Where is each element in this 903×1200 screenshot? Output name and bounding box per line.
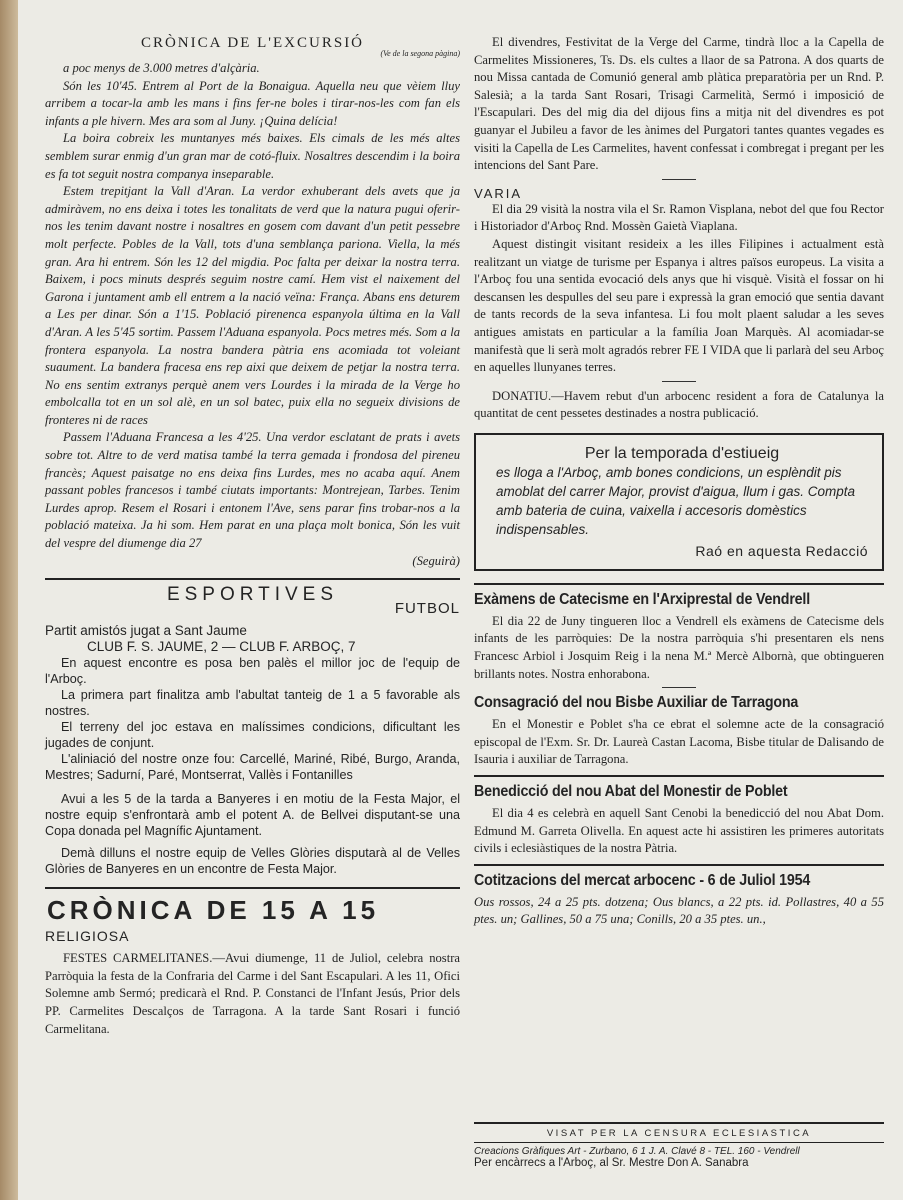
sports-title: ESPORTIVES xyxy=(166,584,339,606)
excursion-paragraph: a poc menys de 3.000 metres d'alçària. xyxy=(63,61,260,75)
sports-paragraph: L'aliniació del nostre onze fou: Carcellé, Mariné, Ribé, Burgo, Aranda, Mestres; Sadurní, Paré, Montserrat, Vallès i Fontanilles xyxy=(45,752,460,783)
excursion-body xyxy=(45,60,460,570)
sports-paragraph: El terreny del joc estava en malíssimes condicions, dificultant les jugades de conjunt. xyxy=(45,720,460,751)
chronicle-title: CRÒNICA DE 15 A 15 xyxy=(47,895,380,926)
footer xyxy=(474,1128,884,1169)
section-divider xyxy=(474,864,884,866)
bishop-body xyxy=(474,716,884,769)
exams-body xyxy=(474,613,884,683)
ad-body: es lloga a l'Arboç, amb bones condicions, un esplèndit pis amoblat del carrer Major, provist d'aigua, llum i gas. Compta amb bateria de cuina, vaixella i accesoris domèstics indispensables. xyxy=(496,464,855,537)
match-score: CLUB F. S. JAUME, 2 — CLUB F. ARBOÇ, 7 xyxy=(87,639,356,655)
exams-heading: Exàmens de Catecisme en l'Arxiprestal de Vendrell xyxy=(474,590,810,608)
footer-thin-rule xyxy=(474,1142,884,1143)
printer-info: Creacions Gràfiques Art - Zurbano, 6 1 J. A. Clavé 8 - TEL. 160 - Vendrell xyxy=(474,1146,800,1157)
sports-body xyxy=(45,623,460,877)
varia-heading: VARIA xyxy=(474,185,523,201)
right-column xyxy=(474,30,884,929)
football-heading: FUTBOL xyxy=(394,600,460,618)
donation-paragraph: DONATIU.—Havem rebut d'un arbocenc resident a fora de Catalunya la quantitat de cent pessetes destinades a nostra publicació. xyxy=(474,388,884,421)
ad-contact: Raó en aquesta Redacció xyxy=(695,542,868,559)
chronicle-body xyxy=(45,950,460,1038)
left-column xyxy=(45,30,460,1038)
censorship-note: VISAT PER LA CENSURA ECLESIASTICA xyxy=(546,1128,812,1139)
orders-info: Per encàrrecs a l'Arboç, al Sr. Mestre Don A. Sanabra xyxy=(474,1157,749,1169)
market-heading: Cotitzacions del mercat arbocenc - 6 de Juliol 1954 xyxy=(474,871,811,889)
rental-advertisement xyxy=(474,433,884,571)
abbot-body xyxy=(474,805,884,858)
varia-paragraph: El dia 29 visità la nostra vila el Sr. Ramon Visplana, nebot del que fou Rector i Historiador d'Arboç Rnd. Mossèn Gaietà Viaplana. xyxy=(474,201,884,234)
sports-paragraph: En aquest encontre es posa ben palès el millor joc de l'equip de l'Arboç. xyxy=(45,656,460,687)
excursion-paragraph: La boira cobreix les muntanyes més baixes. Els cimals de les més altes semblem surar enmig d'un gran mar de cotó-fluix. Nosaltres descendim i la boira es fa tot seguit nostra companya inseparable. xyxy=(45,131,460,181)
section-divider xyxy=(45,887,460,889)
sports-paragraph: Demà dilluns el nostre equip de Velles Glòries disputarà al de Velles Glòries de Banyeres en un encontre de Festa Major. xyxy=(45,846,460,877)
abbot-paragraph: El dia 4 es celebrà en aquell Sant Cenobi la benedicció del nou Abat Dom. Edmund M. Garreta Olivella. En aquest acte hi assistiren les primeres autoritats civils i eclesiàstiques de la nostra Pàtria. xyxy=(474,806,884,856)
excursion-paragraph: Estem trepitjant la Vall d'Aran. La verdor exhuberant dels avets que ja admiràvem, no ens deixa i totes les tonalitats de verd que la natura pugui oferir-nos les tenim davant nostre i nosaltres en gosem com davant d'un petit pessebre molt perfecte. Pobles de la Vall, tots d'una semblança pariona. Viella, la més gran. Ara hi entrem. Són les 12 del migdia. Poc falta per deixar la nostra terra. Baixem, i pocs minuts després seguim nostre camí. Hem vist el naixement del Garona i juntament amb ell entrem a la nació veïna: França. Abans ens deturem a Les per dinar. Són a 1'15. Població pirenenca espanyola última en la Vall d'Aran. A les 5'45 sortim. Passem l'Aduana espanyola. Pocs metres més. Som a la frontera espanyola. La nostra bandera pàtria ens acomiada tot voleiant suaument. La bandera fracesa ens rep aixi que deixem de petjar la nostra terra. No ens sentim extranys perquè anem vers Lourdes i la mirada de la Verge ho embolcalla tot en un sol alè, en un sol batec, puix ella no segueix divisions de fronteres ni de races xyxy=(45,184,460,427)
exams-paragraph: El dia 22 de Juny tingueren lloc a Vendrell els exàmens de Catecisme dels infants de les parròquies: De la nostra parròquia s'hi presentaren els nens Francesc Arbiol i Josquim Reig i la nena M.ª Mercè Albornà, que obtingueren brillants notes. Nostra enhorabona. xyxy=(474,613,884,681)
excursion-paragraph: Passem l'Aduana Francesa a les 4'25. Una verdor esclatant de prats i avets sobre tot. Altre to de verd matisa també la terra gemada i frondosa del pireneu francès; Aquest paisatge no ens deixa fins Lurdes, mes no acaba aquí. Anem passant pobles francesos i també ciutats importants: Montrejean, Tarbes. Tenim Lurdes aprop. Resem el Rosari i entonem l'Ave, sens parar fins trobar-nos a la població mateixa. Ja hi som. Hem parat en una plaça molt bonica, Són les vuit del vespre del diumenge dia 27 xyxy=(45,430,460,551)
section-divider xyxy=(45,578,460,580)
short-divider xyxy=(662,381,696,382)
abbot-heading: Benedicció del nou Abat del Monestir de Poblet xyxy=(474,783,788,801)
sports-paragraph: Avui a les 5 de la tarda a Banyeres i en motiu de la Festa Major, el nostre equip s'enfrontarà amb el potent A. de Bellvei disputant-se una Copa donada pel Magnífic Ajuntament. xyxy=(45,792,460,839)
donation-body xyxy=(474,388,884,423)
excursion-title: CRÒNICA DE L'EXCURSIÓ xyxy=(140,35,365,51)
excursion-subtitle: (Ve de la segona pàgina) xyxy=(380,49,460,58)
varia-paragraph: Aquest distingit visitant resideix a les illes Filipines i actualment està realitzant un viatge de turisme per Espanya i altres països europeus. La visita a l'Arboç fou una sentida evocació dels anys que hi visquè. Visità el fossar on hi descansen les despulles del seu pare i expressà la gran emoció que sentia davant de tants records de la seva infantesa. Li fou molt plaent saludar a les seves antigues amistats en particular a la família Joan Marquès. Al acomiadar-se manifestà que li serà molt agradós rebrer FE I VIDA que li parlarà del seu Arboç en aquelles llunyanes terres. xyxy=(474,236,884,375)
short-divider xyxy=(662,179,696,180)
bishop-heading: Consagració del nou Bisbe Auxiliar de Tarragona xyxy=(474,694,799,712)
varia-body xyxy=(474,201,884,377)
ad-title: Per la temporada d'estiueig xyxy=(584,444,780,462)
sports-paragraph: La primera part finalitza amb l'abultat tanteig de 1 a 5 favorable als nostres. xyxy=(45,688,460,719)
excursion-paragraph: Són les 10'45. Entrem al Port de la Bonaigua. Aquella neu que vèiem lluy arribem a tocar-la amb les mans i fins fer-ne boles i tirar-nos-les com fan els infants a ple hivern. Mes ara som al Juny. ¡Quina delícia! xyxy=(45,78,460,128)
section-divider xyxy=(474,775,884,777)
carme-body xyxy=(474,34,884,175)
market-prices: Ous rossos, 24 a 25 pts. dotzena; Ous blancs, a 22 pts. id. Pollastres, 40 a 55 ptes. un; Gallines, 50 a 75 una; Conills, 20 a 35 ptes. un., xyxy=(474,894,884,927)
religious-heading: RELIGIOSA xyxy=(45,928,130,945)
chronicle-paragraph: FESTES CARMELITANES.—Avui diumenge, 11 de Juliol, celebra nostra Parròquia la festa de la Confraria del Carme i del Sant Escapulari. A les 11, Ofici Solemne amb Sermó; predicarà el Rnd. P. Constanci de l'Infant Jesús, Prior dels PP. Carmelites Descalços de Tarragona. A la tarde Sant Rosari i funció Carmelitana. xyxy=(45,951,460,1036)
page-shadow xyxy=(0,0,18,1200)
section-divider xyxy=(474,583,884,585)
short-divider xyxy=(662,687,696,688)
footer-rule xyxy=(474,1122,884,1124)
carme-paragraph: El divendres, Festivitat de la Verge del Carme, tindrà lloc a la Capella de Carmelites Missioneres, Ts. Ds. els cultes a llaor de sa Patrona. A dos quarts de nou Missa cantada de Comunió general amb plàtica preparatòria per un Rnd. P. Salesià; a la tarda Sant Rosari, Trisagi Carmelità, Sermó i imposició de l'Escapulari. Des del mig dia del dijous fins a mitja nit del divendres es pot guanyar el Jubileu a favor de les ànimes del Purgatori tantes quantes vegades es visiti la Capella de Les Carmelites, havent confessat i combregat i pregant per les intencions del Sant Pare. xyxy=(474,35,884,173)
continued-note: (Seguirà) xyxy=(412,553,460,568)
match-title: Partit amistós jugat a Sant Jaume xyxy=(45,623,247,639)
bishop-paragraph: En el Monestir e Poblet s'ha ce ebrat el solemne acte de la consagració episcopal de l'Exm. Sr. Dr. Laureà Castan Lacoma, Bisbe titular de Dalisando de Isauria i auxiliar de Tarragona. xyxy=(474,717,884,767)
